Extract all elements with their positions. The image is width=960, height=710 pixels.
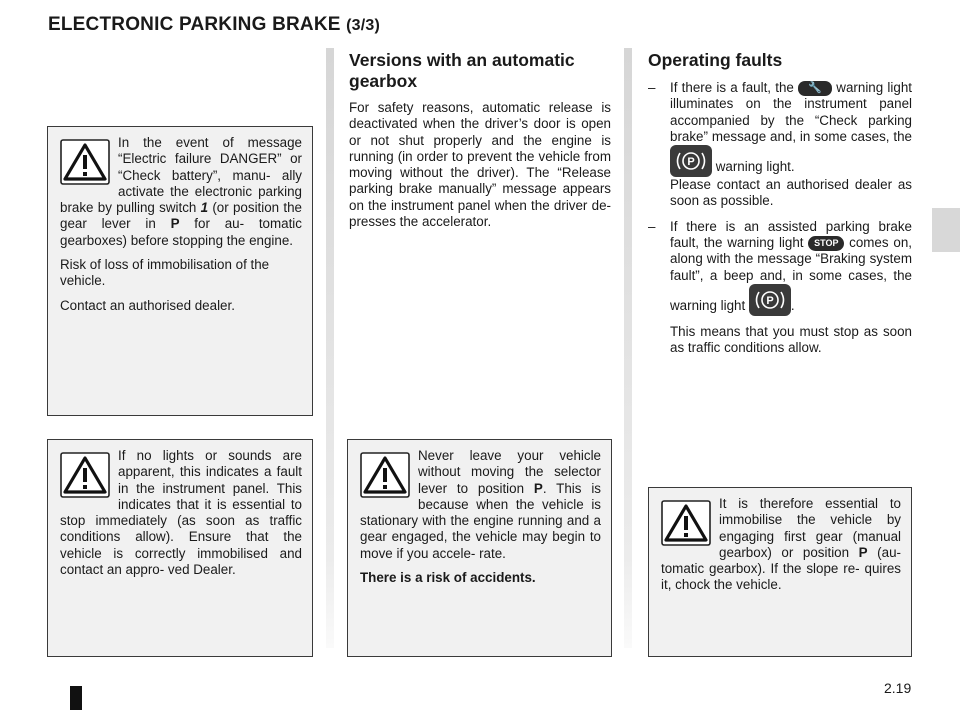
text-run: warning light.: [712, 159, 795, 175]
svg-text:P: P: [687, 156, 695, 169]
text-run: If there is an assisted parking brake fault, the warning light: [670, 218, 912, 251]
warning-box-selector-lever: [347, 439, 612, 657]
text-run: It is therefore essential to immobilise the vehicle by engaging first gear (manual gearbox) or position: [719, 496, 901, 560]
operating-faults-list: [648, 80, 912, 366]
paragraph: [360, 570, 601, 586]
text-run: warning light illuminates on the instrument panel accompanied by the “Check parking brake” message and, in some cases, the: [670, 80, 912, 144]
svg-text:P: P: [766, 294, 774, 307]
text-run: In the event of message “Electric failure DANGER” or “Check battery”, manu- ally activate the electronic parking brake by pulling switch: [60, 135, 302, 216]
gear-label: P: [170, 216, 180, 232]
text-run: comes on, along with the message “Braking system fault”, a beep and, in some cases, the warning light: [670, 235, 912, 313]
warning-box-instrument-fault: [47, 439, 313, 657]
text-run: for au- tomatic gearboxes) before stopping the engine.: [60, 216, 302, 248]
text-run: Please contact an authorised dealer as soon as possible.: [670, 177, 912, 209]
paragraph: This means that you must stop as soon as traffic conditions allow.: [670, 323, 912, 356]
column-divider-left: [326, 48, 334, 648]
risk-text: There is a risk of accidents.: [360, 570, 536, 586]
page-number: 2.19: [884, 680, 912, 696]
list-item: [648, 80, 912, 210]
warning-box-electric-failure: [47, 126, 313, 416]
section-heading-operating-faults: Operating faults: [648, 50, 783, 70]
list-item: [648, 219, 912, 357]
page-title-text: ELECTRONIC PARKING BRAKE: [48, 14, 341, 35]
list-dash: –: [648, 218, 656, 234]
gear-label: P: [858, 544, 868, 560]
warning-triangle-icon: [661, 500, 711, 546]
section-tab: [932, 208, 960, 252]
gear-label: P: [533, 480, 543, 496]
switch-label: 1: [200, 200, 209, 216]
page-title: [48, 14, 380, 36]
warning-triangle-icon: [60, 139, 110, 185]
stop-warning-icon: STOP: [808, 236, 844, 251]
text-run: . This is because when the vehicle is stationary with the engine running and a gear engaged, the vehicle may begin to move if you accele- rate.: [360, 480, 601, 561]
section-heading-automatic: Versions with an automatic gearbox: [349, 50, 575, 91]
warning-triangle-icon: [360, 452, 410, 498]
page-title-part: (3/3): [346, 17, 381, 34]
text-run: Never leave your vehicle without moving the selector lever to position: [418, 448, 601, 496]
page-corner-mark: [70, 686, 82, 710]
warning-box-immobilise: [648, 487, 912, 657]
wrench-warning-icon: 🔧: [798, 81, 832, 96]
parking-brake-warning-icon: [749, 284, 791, 316]
column-divider-right: [624, 48, 632, 648]
list-dash: –: [648, 80, 656, 95]
text-run: (or position the gear lever in: [60, 200, 303, 232]
text-run: (au- tomatic gearbox). If the slope re- quires it, chock the vehicle.: [661, 544, 901, 593]
text-run: .: [790, 297, 795, 313]
text-run: If there is a fault, the: [670, 80, 799, 95]
paragraph: If no lights or sounds are apparent, this indicates a fault in the instrument panel. This indicates that it is essential to stop immediately (as soon as traffic conditions allow). Ensure that the vehicle is correctly immobilised and contact an appro- ved Dealer.: [60, 448, 302, 578]
parking-brake-warning-icon: [670, 145, 712, 177]
paragraph: Risk of loss of immobilisation of the vehicle.: [60, 257, 270, 289]
warning-triangle-icon: [60, 452, 110, 498]
paragraph: Contact an authorised dealer.: [60, 297, 235, 313]
automatic-gearbox-text: For safety reasons, automatic release is deactivated when the driver’s door is open or not shut properly and the engine is running (in order to prevent the vehicle from moving without the driver). The “Release parking brake manually” message appears on the instrument panel when the driver de- presses the accelerator.: [349, 100, 611, 230]
